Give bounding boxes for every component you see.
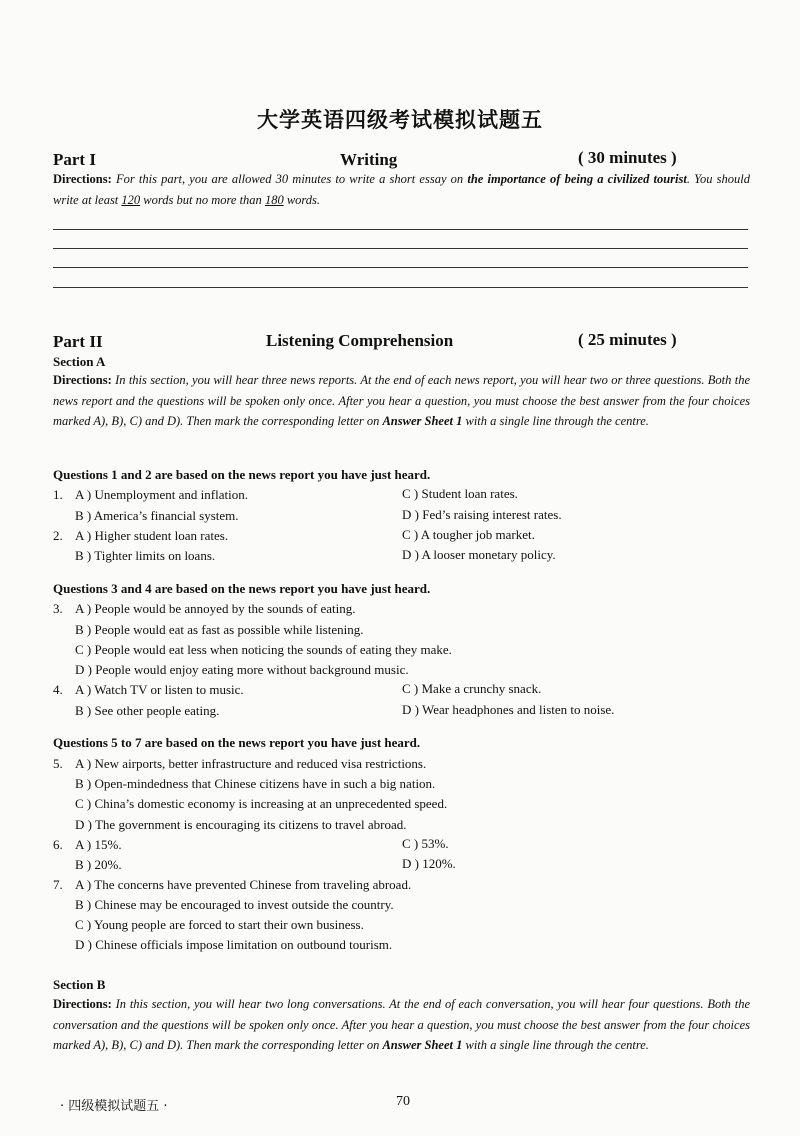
max-words: 180 (264, 192, 284, 207)
option-b[interactable]: B ) America’s financial system. (75, 508, 239, 523)
option-b[interactable]: B ) 20%. (75, 857, 122, 872)
option-b[interactable]: B ) Chinese may be encouraged to invest outside the country. (75, 897, 394, 912)
option-b[interactable]: B ) People would eat as fast as possible while listening. (75, 622, 364, 637)
option-d[interactable]: D ) Fed’s raising interest rates. (402, 507, 562, 522)
directions-label: Directions: (53, 373, 112, 387)
part2-label: Part II (53, 332, 103, 351)
option-d[interactable]: D ) Chinese officials impose limitation on outbound tourism. (75, 937, 393, 952)
option-b[interactable]: B ) Tighter limits on loans. (75, 548, 216, 563)
section-a-dir-text2: with a single line through the centre. (462, 414, 649, 428)
writing-line[interactable] (53, 287, 748, 288)
section-b-label: Section B (53, 977, 106, 992)
question-number: 1. (53, 487, 63, 502)
page-number: 70 (396, 1094, 410, 1109)
answer-sheet-ref: Answer Sheet 1 (382, 1038, 463, 1052)
option-d[interactable]: D ) 120%. (402, 856, 456, 871)
option-d[interactable]: D ) People would enjoy eating more without background music. (75, 662, 409, 677)
option-a[interactable]: A ) Watch TV or listen to music. (75, 682, 244, 697)
option-d[interactable]: D ) Wear headphones and listen to noise. (402, 702, 615, 717)
question-group-heading: Questions 1 and 2 are based on the news report you have just heard. (53, 467, 431, 482)
section-a-dir-text: In this section, you will hear three news reports. At the end of each news report, you will hear two or three questions. Both the news report and the questions will be spoken only once. After you hear a question, you must choose the best answer from the four choices marked A), B), C) and D). Then mark the corresponding letter on (53, 373, 750, 428)
part1-title: Writing (340, 150, 398, 169)
part1-dir-text2: . You should write at least (53, 172, 750, 207)
option-d[interactable]: D ) A looser monetary policy. (402, 547, 556, 562)
min-words: 120 (121, 192, 141, 207)
option-c[interactable]: C ) Student loan rates. (402, 486, 518, 501)
option-c[interactable]: C ) People would eat less when noticing the sounds of eating they make. (75, 642, 452, 657)
directions-label: Directions: (53, 997, 112, 1011)
question-group-heading: Questions 5 to 7 are based on the news report you have just heard. (53, 735, 421, 750)
page-title: 大学英语四级考试模拟试题五 (257, 108, 543, 132)
question-number: 6. (53, 837, 63, 852)
part1-dir-text: For this part, you are allowed 30 minutes to write a short essay on (111, 172, 468, 186)
part1-dir-text4: words. (283, 192, 321, 207)
question-group-heading: Questions 3 and 4 are based on the news report you have just heard. (53, 581, 431, 596)
answer-sheet-ref: Answer Sheet 1 (382, 414, 463, 428)
option-d[interactable]: D ) The government is encouraging its citizens to travel abroad. (75, 817, 407, 832)
section-b-directions (53, 994, 750, 1056)
question-number: 2. (53, 528, 63, 543)
section-a-directions (53, 370, 750, 432)
part1-dir-text3: words but no more than (140, 192, 265, 207)
option-a[interactable]: A ) Higher student loan rates. (75, 528, 229, 543)
question-number: 4. (53, 682, 63, 697)
part1-time: ( 30 minutes ) (578, 148, 677, 167)
essay-topic: the importance of being a civilized tourist (467, 172, 687, 186)
writing-line[interactable] (53, 267, 748, 268)
writing-line[interactable] (53, 229, 748, 230)
part1-label: Part I (53, 150, 96, 169)
option-a[interactable]: A ) New airports, better infrastructure and reduced visa restrictions. (75, 756, 427, 771)
option-b[interactable]: B ) See other people eating. (75, 703, 220, 718)
option-a[interactable]: A ) People would be annoyed by the sounds of eating. (75, 601, 356, 616)
part1-directions (53, 169, 750, 210)
part2-time: ( 25 minutes ) (578, 330, 677, 349)
question-number: 7. (53, 877, 63, 892)
option-b[interactable]: B ) Open-mindedness that Chinese citizens have in such a big nation. (75, 776, 436, 791)
section-b-dir-text: In this section, you will hear two long conversations. At the end of each conversation, you will hear four questions. Both the conversation and the questions will be spoken only once. After you hear a question, you must choose the best answer from the four choices marked A), B), C) and D). Then mark the corresponding letter on (53, 997, 750, 1052)
option-c[interactable]: C ) Young people are forced to start their own business. (75, 917, 364, 932)
option-c[interactable]: C ) Make a crunchy snack. (402, 681, 542, 696)
section-a-label: Section A (53, 354, 106, 369)
option-c[interactable]: C ) China’s domestic economy is increasing at an unprecedented speed. (75, 796, 448, 811)
footer-label: · 四级模拟试题五 · (60, 1099, 168, 1114)
question-number: 5. (53, 756, 63, 771)
question-number: 3. (53, 601, 63, 616)
section-b-dir-text2: with a single line through the centre. (462, 1038, 649, 1052)
option-c[interactable]: C ) A tougher job market. (402, 527, 535, 542)
option-a[interactable]: A ) 15%. (75, 837, 122, 852)
part2-title: Listening Comprehension (266, 331, 454, 350)
option-a[interactable]: A ) Unemployment and inflation. (75, 487, 248, 502)
option-a[interactable]: A ) The concerns have prevented Chinese from traveling abroad. (75, 877, 412, 892)
directions-label: Directions: (53, 172, 112, 186)
writing-line[interactable] (53, 248, 748, 249)
option-c[interactable]: C ) 53%. (402, 836, 449, 851)
